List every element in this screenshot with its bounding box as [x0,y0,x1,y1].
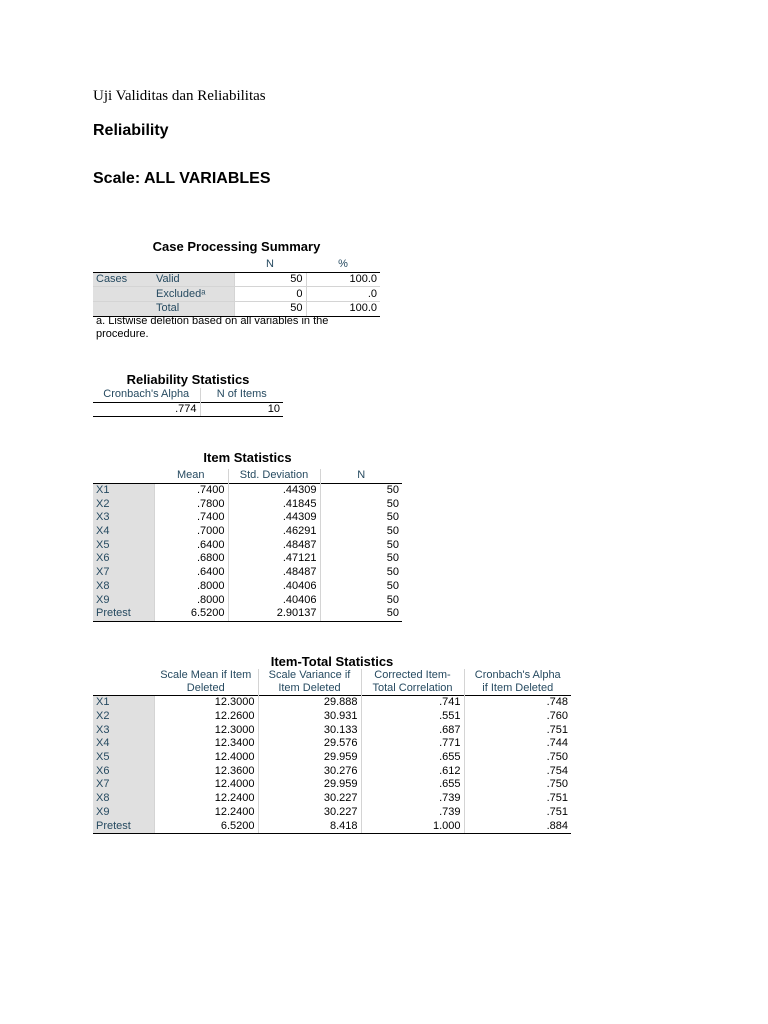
cell-corr: .612 [361,764,464,778]
row-label: X6 [93,552,154,566]
col-header-n: N [320,469,402,483]
col-header-scale-variance: Scale Variance if Item Deleted [258,669,361,696]
cell-n: 0 [234,287,306,302]
cell-var: 30.931 [258,710,361,724]
cell-sd: .44309 [228,511,320,525]
col-header-percent: % [338,258,348,271]
cell-n: 50 [320,511,402,525]
cell-mean: 12.4000 [154,751,258,765]
cell-alpha: .751 [464,723,571,737]
footnote-line-2: procedure. [96,328,149,340]
cell-sd: .40406 [228,593,320,607]
cell-corr: .771 [361,737,464,751]
cell-mean: .7800 [154,497,228,511]
row-label: X5 [93,538,154,552]
cell-mean: .7400 [154,483,228,497]
cell-n: 50 [320,593,402,607]
row-label: Valid [153,272,234,287]
cell-var: 30.227 [258,792,361,806]
row-label: X1 [93,483,154,497]
cell-n-items: 10 [200,402,283,417]
scale-title: Scale: ALL VARIABLES [93,170,271,187]
cell-sd: .40406 [228,580,320,594]
table-row [93,792,571,806]
cell-var: 8.418 [258,819,361,833]
col-header-n-items: N of Items [200,388,283,402]
cell-alpha: .774 [93,402,200,417]
table-row [93,593,402,607]
cell-n: 50 [320,497,402,511]
table-row [93,723,571,737]
row-label: X8 [93,792,154,806]
col-header-mean: Mean [176,469,205,482]
cell-n: 50 [234,272,306,287]
table-row [93,483,402,497]
table-row [93,764,571,778]
cell-sd: .44309 [228,483,320,497]
cell-corr: .739 [361,792,464,806]
row-label: X4 [93,525,154,539]
cell-mean: .7000 [154,525,228,539]
cell-sd: 2.90137 [228,607,320,621]
item-stats-title: Item Statistics [203,450,292,465]
cell-mean: .6400 [154,566,228,580]
cell-var: 30.133 [258,723,361,737]
table-row [93,778,571,792]
cell-corr: .655 [361,751,464,765]
row-label: X8 [93,580,154,594]
cell-mean: 12.4000 [154,778,258,792]
cell-corr: .551 [361,710,464,724]
col-header-alpha-if-deleted: Cronbach's Alpha if Item Deleted [464,669,571,696]
cell-n: 50 [320,552,402,566]
row-label: X9 [93,806,154,820]
table-row [93,511,402,525]
col-header-n: N [266,258,274,271]
row-label: X7 [93,778,154,792]
reliability-stats-table [93,388,283,417]
cell-sd: .46291 [228,525,320,539]
table-row [93,710,571,724]
cell-mean: 12.3000 [154,723,258,737]
cell-var: 29.959 [258,778,361,792]
row-label: X6 [93,764,154,778]
cell-sd: .48487 [228,566,320,580]
table-row [93,497,402,511]
cell-mean: 6.5200 [154,607,228,621]
item-stats-table [93,469,402,622]
cell-var: 29.959 [258,751,361,765]
cell-sd: .41845 [228,497,320,511]
cell-sd: .48487 [228,538,320,552]
row-label: X3 [93,723,154,737]
cell-mean: .6800 [154,552,228,566]
col-header-cronbach-alpha: Cronbach's Alpha [103,388,190,401]
cell-corr: .687 [361,723,464,737]
cell-mean: 6.5200 [154,819,258,833]
cell-n: 50 [320,538,402,552]
cell-alpha: .750 [464,751,571,765]
cell-mean: .8000 [154,580,228,594]
row-label: Pretest [93,607,154,621]
cell-var: 30.276 [258,764,361,778]
table-row [93,580,402,594]
cell-n: 50 [320,580,402,594]
row-label: X3 [93,511,154,525]
cell-alpha: .744 [464,737,571,751]
footnote-line-1: a. Listwise deletion based on all variables in the [96,315,329,327]
col-header-scale-mean: Scale Mean if Item Deleted [160,669,252,694]
row-label: X5 [93,751,154,765]
cell-mean: 12.2400 [154,792,258,806]
cell-corr: .655 [361,778,464,792]
col-header-std-deviation: Std. Deviation [228,469,320,483]
row-label: X4 [93,737,154,751]
table-row [93,751,571,765]
cell-var: 29.888 [258,696,361,710]
row-label: X9 [93,593,154,607]
table-row [93,806,571,820]
cell-n: 50 [320,566,402,580]
row-label: Pretest [93,819,154,833]
cell-alpha: .760 [464,710,571,724]
item-total-stats-table [93,669,571,834]
table-row [93,696,571,710]
reliability-stats-title: Reliability Statistics [126,372,250,387]
cell-n: 50 [234,302,306,317]
cell-mean: 12.2400 [154,806,258,820]
cell-mean: 12.3000 [154,696,258,710]
section-title-reliability: Reliability [93,122,169,139]
cell-n: 50 [320,525,402,539]
cell-sd: .47121 [228,552,320,566]
cell-mean: .8000 [154,593,228,607]
cell-n: 50 [320,483,402,497]
cell-alpha: .884 [464,819,571,833]
table-row [93,819,571,833]
row-label: Excludedᵃ [153,287,234,302]
table-row [93,538,402,552]
case-summary-table [93,258,380,317]
row-label: X2 [93,497,154,511]
cell-alpha: .750 [464,778,571,792]
cell-corr: 1.000 [361,819,464,833]
item-total-stats-title: Item-Total Statistics [270,654,394,669]
cell-percent: .0 [306,287,380,302]
row-group-label: Cases [93,272,153,287]
row-label: X1 [93,696,154,710]
table-row [93,607,402,621]
cell-alpha: .751 [464,806,571,820]
cell-alpha: .748 [464,696,571,710]
cell-mean: 12.3600 [154,764,258,778]
cell-corr: .739 [361,806,464,820]
cell-alpha: .751 [464,792,571,806]
cell-mean: .7400 [154,511,228,525]
cell-alpha: .754 [464,764,571,778]
table-row [93,566,402,580]
table-row [93,737,571,751]
cell-percent: 100.0 [306,302,380,317]
row-label: X2 [93,710,154,724]
cell-corr: .741 [361,696,464,710]
col-header-corrected-correlation: Corrected Item- Total Correlation [361,669,464,696]
cell-var: 29.576 [258,737,361,751]
cell-mean: 12.2600 [154,710,258,724]
document-heading: Uji Validitas dan Reliabilitas [93,88,266,104]
cell-percent: 100.0 [306,272,380,287]
table-row [93,525,402,539]
row-label: Total [153,302,234,317]
cell-mean: .6400 [154,538,228,552]
cell-var: 30.227 [258,806,361,820]
cell-mean: 12.3400 [154,737,258,751]
cell-n: 50 [320,607,402,621]
case-summary-title: Case Processing Summary [152,239,321,254]
table-row [93,552,402,566]
row-label: X7 [93,566,154,580]
